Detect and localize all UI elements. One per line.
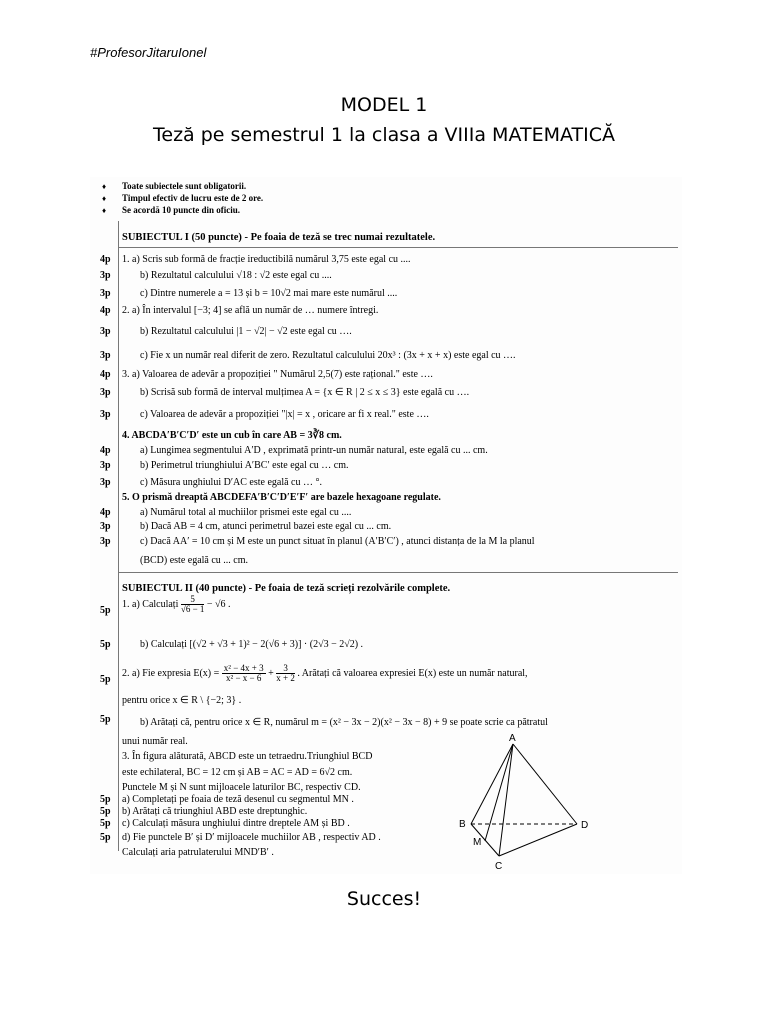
q1a-prefix: 1. a) Calculați xyxy=(122,598,179,610)
points: 3p xyxy=(100,536,111,547)
question-line: a) Lungimea segmentului A′D , exprimată printr-un număr natural, este egală cu ... cm. xyxy=(140,445,488,456)
fraction-denominator: x + 2 xyxy=(276,673,295,683)
points: 4p xyxy=(100,507,111,518)
points: 3p xyxy=(100,477,111,488)
edge-ac xyxy=(499,744,513,856)
question-line: b) Arătați că triunghiul ABD este dreptunghic. xyxy=(122,806,308,817)
question-line: 5. O prismă dreaptă ABCDEFA′B′C′D′E′F′ are bazele hexagoane regulate. xyxy=(122,492,441,503)
bullet-icon: ♦ xyxy=(102,182,107,191)
question-line: b) Calculați [(√2 + √3 + 1)² − 2(√6 + 3)] · (2√3 − 2√2) . xyxy=(140,639,364,650)
question-line: (BCD) este egală cu ... cm. xyxy=(140,555,249,566)
subject1-heading: SUBIECTUL I (50 puncte) - Pe foaia de teză se trec numai rezultatele. xyxy=(122,232,436,243)
points: 3p xyxy=(100,387,111,398)
edge-ad xyxy=(513,744,577,824)
question-line: b) Rezultatul calculului |1 − √2| − √2 este egal cu …. xyxy=(140,326,352,337)
question-line: este echilateral, BC = 12 cm și AB = AC = AD = 6√2 cm. xyxy=(122,767,353,778)
exam-sheet xyxy=(90,177,682,874)
fraction xyxy=(181,595,205,614)
points: 5p xyxy=(100,806,111,817)
model-heading: MODEL 1 xyxy=(340,94,428,116)
points: 5p xyxy=(100,794,111,805)
question-line: pentru orice x ∈ R \ {−2; 3} . xyxy=(122,695,242,706)
q2a-suffix: . Arătați că valoarea expresiei E(x) este un număr natural, xyxy=(297,667,528,679)
fraction-denominator: √6 − 1 xyxy=(180,604,205,614)
subject2-heading: SUBIECTUL II (40 puncte) - Pe foaia de teză scrieți rezolvările complete. xyxy=(122,583,451,594)
question-line: a) Numărul total al muchiilor prismei este egal cu .... xyxy=(140,507,352,518)
rule-line: Se acordă 10 puncte din oficiu. xyxy=(122,205,241,215)
points: 5p xyxy=(100,674,111,685)
points: 5p xyxy=(100,818,111,829)
question-line xyxy=(122,664,528,683)
points: 5p xyxy=(100,714,111,725)
points: 4p xyxy=(100,445,111,456)
edge-am xyxy=(485,744,513,841)
footer-succes: Succes! xyxy=(346,888,422,910)
question-line: 4. ABCDA′B′C′D′ este un cub în care AB = 3∛8 cm. xyxy=(122,430,342,441)
profesor-tag: #ProfesorJitaruIonel xyxy=(90,45,207,60)
tetrahedron-figure xyxy=(445,732,605,872)
vertex-a-label: A xyxy=(509,733,516,744)
rule-line: Toate subiectele sunt obligatorii. xyxy=(122,181,247,191)
bullet-icon: ♦ xyxy=(102,194,107,203)
q2a-prefix: 2. a) Fie expresia E(x) = xyxy=(122,667,220,679)
edge-ab xyxy=(471,744,513,824)
edge-cd xyxy=(499,824,577,856)
points-column-divider xyxy=(118,221,119,851)
question-line: d) Fie punctele B′ și D′ mijloacele muchiilor AB , respectiv AD . xyxy=(122,832,381,843)
question-line: c) Calculați măsura unghiului dintre dreptele AM și BD . xyxy=(122,818,350,829)
points: 4p xyxy=(100,305,111,316)
page-title: Teză pe semestrul 1 la clasa a VIIIa MATEMATICĂ xyxy=(153,124,615,146)
fraction-numerator: 3 xyxy=(276,664,295,674)
points: 5p xyxy=(100,832,111,843)
question-line: c) Dacă AA′ = 10 cm și M este un punct situat în planul (A′B′C′) , atunci distanța de la M la planul xyxy=(140,536,535,547)
points: 3p xyxy=(100,409,111,420)
points: 3p xyxy=(100,288,111,299)
question-line: unui număr real. xyxy=(122,736,188,747)
question-line: b) Scrisă sub formă de interval mulțimea A = {x ∈ R | 2 ≤ x ≤ 3} este egală cu …. xyxy=(140,387,470,398)
fraction-denominator: x² − x − 6 xyxy=(226,673,262,683)
question-line: b) Arătați că, pentru orice x ∈ R, numărul m = (x² − 3x − 2)(x² − 3x − 8) + 9 se poate scrie ca pătratul xyxy=(140,717,548,728)
points: 5p xyxy=(100,605,111,616)
points: 3p xyxy=(100,326,111,337)
vertex-d-label: D xyxy=(581,820,589,831)
question-line: 3. În figura alăturată, ABCD este un tetraedru.Triunghiul BCD xyxy=(122,751,373,762)
rule-line: Timpul efectiv de lucru este de 2 ore. xyxy=(122,193,264,203)
points: 4p xyxy=(100,369,111,380)
vertex-m-label: M xyxy=(473,837,482,848)
question-line: c) Fie x un număr real diferit de zero. Rezultatul calculului 20x³ : (3x + x + x) este egal cu …. xyxy=(140,350,516,361)
fraction xyxy=(222,664,266,683)
points: 4p xyxy=(100,254,111,265)
points: 3p xyxy=(100,350,111,361)
question-line: c) Valoarea de adevăr a propoziției "|x| = x , oricare ar fi x real." este …. xyxy=(140,409,429,420)
points: 3p xyxy=(100,270,111,281)
question-line: c) Măsura unghiului D′AC este egală cu … °. xyxy=(140,477,322,488)
question-line: Calculați aria patrulaterului MND′B′ . xyxy=(122,847,274,858)
points: 3p xyxy=(100,460,111,471)
points: 3p xyxy=(100,521,111,532)
plus-sign: + xyxy=(268,667,274,679)
question-line: b) Dacă AB = 4 cm, atunci perimetrul bazei este egal cu ... cm. xyxy=(140,521,392,532)
question-line: 1. a) Scris sub formă de fracție ireductibilă numărul 3,75 este egal cu .... xyxy=(122,254,411,265)
divider xyxy=(118,572,678,573)
points: 5p xyxy=(100,639,111,650)
fraction xyxy=(276,664,295,683)
question-line: a) Completați pe foaia de teză desenul cu segmentul MN . xyxy=(122,794,354,805)
question-line: 3. a) Valoarea de adevăr a propoziției " Numărul 2,5(7) este rațional." este …. xyxy=(122,369,433,380)
fraction-numerator: 5 xyxy=(181,595,205,605)
question-line xyxy=(122,595,231,614)
question-line: 2. a) În intervalul [−3; 4] se află un număr de … numere întregi. xyxy=(122,305,379,316)
fraction-numerator: x² − 4x + 3 xyxy=(223,663,264,673)
question-line: Punctele M și N sunt mijloacele laturilor BC, respectiv CD. xyxy=(122,782,361,793)
vertex-b-label: B xyxy=(459,819,466,830)
question-line: b) Perimetrul triunghiului A′BC′ este egal cu … cm. xyxy=(140,460,349,471)
q1a-suffix: − √6 . xyxy=(206,598,231,610)
question-line: c) Dintre numerele a = 13 și b = 10√2 mai mare este numărul .... xyxy=(140,288,398,299)
question-line: b) Rezultatul calculului √18 : √2 este egal cu .... xyxy=(140,270,332,281)
divider xyxy=(118,247,678,248)
vertex-c-label: C xyxy=(495,861,503,872)
bullet-icon: ♦ xyxy=(102,206,107,215)
